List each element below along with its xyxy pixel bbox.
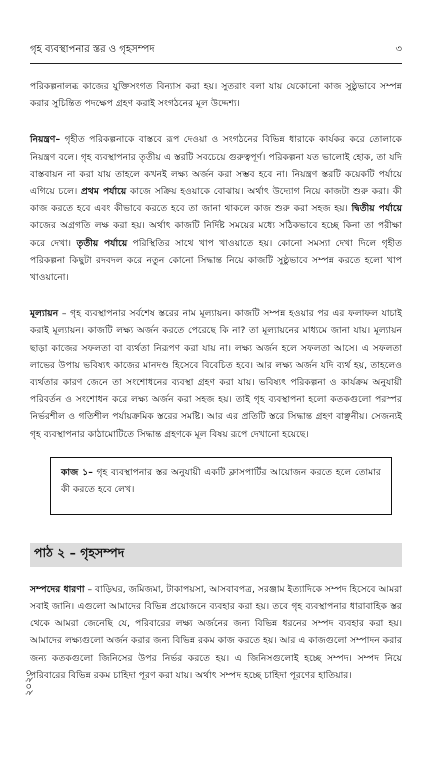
paragraph-resource-concept: সম্পদের ধারণা – বাড়িঘর, জমিজমা, টাকাপয়সা, আসবাবপত্র, সরঞ্জাম ইত্যাদিকে সম্পদ হিসেবে আমরা সবাই জানি। এগুলো আমাদের বিভিন্ন প্রয়োজনে ব্যবহার করা হয়। তবে গৃহ ব্যবস্থাপনার ধারাবাহিক স্তর থেকে আমরা জেনেছি যে, পরিবারের লক্ষ্য অর্জনের জন্য বিভিন্ন ধরনের সম্পদ ব্যবহার করা হয়। আমাদের লক্ষ্যগুলো অর্জন করার জন্য বিভিন্ন রকম কাজ করতে হয়। আর এ কাজগুলো সম্পাদন করার জন্য কতকগুলো জিনিসের উপর নির্ভর করতে হয়। এ জিনিসগুলোই হচ্ছে সম্পদ। সম্পদ নিয়ে পরিবারের বিভিন্ন রকম চাহিদা পূরণ করা যায়। অর্থাৎ সম্পদ হচ্ছে চাহিদা পূরণের হাতিয়ার। <box>30 583 402 681</box>
term-second-stage: দ্বিতীয় পর্যায়ে <box>351 203 402 215</box>
page-body <box>30 78 402 684</box>
term-control: নিয়ন্ত্রণ– <box>30 134 61 146</box>
side-page-number: ২০২৩ <box>24 669 35 696</box>
term-resource-concept: সম্পদের ধারণা <box>30 583 85 595</box>
page-number: ৩ <box>395 44 402 55</box>
term-first-stage: প্রথম পর্যায়ে <box>81 186 127 198</box>
paragraph-evaluation: মূল্যায়ন – গৃহ ব্যবস্থাপনার সর্বশেষ স্তরের নাম মূল্যায়ন। কাজটি সম্পন্ন হওয়ার পর এর ফলাফল যাচাই করাই মূল্যায়ন। কাজটি লক্ষ্য অর্জন করতে পেরেছে কি না? তা মূল্যায়নের মাধ্যমে জানা যায়। মূল্যায়ন ছাড়া কাজের সফলতা বা ব্যর্থতা নিরূপণ করা যায় না। লক্ষ্য অর্জন হলে সফলতা আসে। এ সফলতা লাভের উপায় ভবিষ্যৎ কাজের মানদণ্ড হিসেবে বিবেচিত হবে। আর লক্ষ্য অর্জন যদি ব্যর্থ হয়, তাহলেও ব্যর্থতার কারণ জেনে তা সংশোধনের ব্যবস্থা গ্রহণ করা যায়। ভবিষ্যৎ পরিকল্পনা ও কার্যক্রম অনুযায়ী পরিবর্তন ও সংশোধন করে লক্ষ্য অর্জন করা সহজ হয়। তাই গৃহ ব্যবস্থাপনা হলো কতকগুলো পরস্পর নির্ভরশীল ও গতিশীল পর্যায়ক্রমিক স্তরের সমষ্টি। আর এর প্রতিটি স্তরে সিদ্ধান্ত গ্রহণ বাঞ্ছনীয়। সেজন্যই গৃহ ব্যবস্থাপনার কাঠামোটিতে সিদ্ধান্ত গ্রহণকে মূল বিষয় রূপে দেখানো হয়েছে। <box>30 308 402 440</box>
section-heading <box>30 543 402 567</box>
section-title: পাঠ ২ – গৃহসম্পদ <box>34 544 125 560</box>
page-header <box>30 42 402 64</box>
term-third-stage: তৃতীয় পর্যায়ে <box>76 237 128 249</box>
running-title: গৃহ ব্যবস্থাপনার স্তর ও গৃহসম্পদ <box>30 44 155 55</box>
paragraph-organization: পরিকল্পনালব্ধ কাজের যুক্তিসংগত বিন্যাস করা হয়। সুতরাং বলা যায় যেকোনো কাজ সুষ্ঠুভাবে সম্পন্ন করার সুচিন্তিত পদক্ষেপ গ্রহণ করাই সংগঠনের মূল উদ্দেশ্য। <box>30 81 402 110</box>
task-label: কাজ ১– <box>61 466 93 478</box>
task-text: গৃহ ব্যবস্থাপনার স্তর অনুযায়ী একটি ক্লাসপার্টির আয়োজন করতে হলে তোমার কী করতে হবে লেখ। <box>61 466 381 495</box>
task-box <box>50 457 392 515</box>
paragraph-control: নিয়ন্ত্রণ– গৃহীত পরিকল্পনাকে বাস্তবে রূপ দেওয়া ও সংগঠনের বিভিন্ন ধারাকে কার্যকর করে তোলাকে নিয়ন্ত্রণ বলে। গৃহ ব্যবস্থাপনার তৃতীয় এ স্তরটি সবচেয়ে গুরুত্বপূর্ণ। পরিকল্পনা যত ভালোই হোক, তা যদি বাস্তবায়ন না করা যায় তাহলে কখনই লক্ষ্য অর্জন করা সম্ভব হবে না। নিয়ন্ত্রণ স্তরটি কয়েকটি পর্যায়ে এগিয়ে চলে। প্রথম পর্যায়ে কাজে সক্রিয় হওয়াকে বোঝায়। অর্থাৎ উদ্যোগ নিয়ে কাজটা শুরু করা। কী কাজ করতে হবে এবং কীভাবে করতে হবে তা জানা থাকলে কাজ শুরু করা সহজ হয়। দ্বিতীয় পর্যায়ে কাজের অগ্রগতি লক্ষ করা হয়। অর্থাৎ কাজটি নির্দিষ্ট সময়ের মধ্যে সঠিকভাবে হচ্ছে কিনা তা পরীক্ষা করে দেখা। তৃতীয় পর্যায়ে পরিস্থিতির সাথে খাপ খাওয়াতে হয়। কোনো সমস্যা দেখা দিলে গৃহীত পরিকল্পনা কিছুটা রদবদল করে নতুন কোনো সিদ্ধান্ত নিয়ে কাজটি সুষ্ঠুভাবে সম্পন্ন করতে হলো খাপ খাওয়ানো। <box>30 134 402 284</box>
term-evaluation: মূল্যায়ন <box>30 308 59 320</box>
